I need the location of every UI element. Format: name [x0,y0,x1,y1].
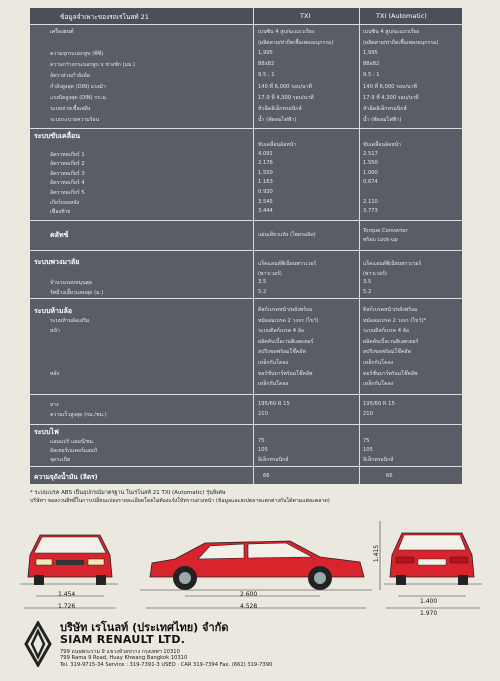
row-label: ระบบห้ามล้อเสริม [50,317,90,324]
row-value-auto: ผลิตดับเบิ้ลเวนติเลตเตอร์ [363,338,419,345]
row-value-auto: 140 ที่ 6,000 รอบ/นาที [363,84,417,90]
row-value-txi: ผลิตดับเบิ้ลเวนติเลตเตอร์ [258,338,314,345]
row-label: อัตราทดเกียร์ 5 [50,190,85,196]
row-value-auto: 105 [363,447,373,453]
row-label: หลัง [50,370,60,377]
row-value-txi: เหล็กกันโคลง [258,381,289,388]
row-value-txi: 3.545 [258,198,273,205]
row-value-auto: 2.517 [363,150,378,157]
row-label: อัตราทดเกียร์ 2 [50,161,85,168]
row-label: อัตราส่วนกำลังอัด [50,73,91,79]
row-value-auto: 1,995 [363,50,378,56]
row-label: ความจุกระบอกสูบ (ซีซี) [50,51,104,57]
front-width-dim: 1.726 [58,603,76,610]
row-value-txi: เหล็กกันโคลง [258,360,289,366]
row-label: ระบบจ่ายเชื้อเพลิง [50,106,91,112]
row-value-txi: 210 [258,411,268,417]
row-value-auto: สปริงขดพร้อมโช๊คอัพ [363,349,411,356]
row-label: เฟืองท้าย [50,209,71,216]
row-value-txi: 140 ที่ 6,000 รอบ/นาที [258,84,312,90]
row-label: ระบบระบายความร้อน [50,117,100,123]
row-value-txi: ดิสก์เบรคหน้า/หลังพร้อม [258,307,313,313]
row-value-txi: หัวฉีดอิเล็กทรอนิกส์ [258,106,302,112]
row-value-auto: 210 [363,411,373,417]
row-value-txi: 195/60 R 15 [258,401,290,407]
spec-table [30,8,462,484]
row-label: กำลังสูงสุด (DIN) แรงม้า [50,84,106,90]
col-divider-txi [253,8,360,484]
col-header-txi: TXI [300,12,311,20]
row-label: แรงบิดสูงสุด (DIN) กก.ม. [50,95,108,101]
row-value-txi: (พาวเวอร์) [258,270,282,277]
row-value-txi: น้ำ (พัดลมไฟฟ้า) [258,117,297,123]
row-label: จุดระเบิด [50,457,71,463]
fuel-label: ความจุถังน้ำมัน (ลิตร) [34,473,98,481]
row-value-txi: 4.091 [258,150,273,157]
transmission-title: ระบบขับเคลื่อน [34,132,80,140]
row-value-auto: 5.2 [363,288,372,295]
row-label: อัตราทดเกียร์ 4 [50,180,85,187]
row-label: เครื่องยนต์ [50,29,74,35]
row-value-auto: หม้อลมเบรค 2 วงจร (ไขว้)* [363,317,427,324]
row-value-txi: 3.5 [258,279,267,285]
clutch-txi: แผ่นเดียวแห้ง (ไฮดรอลิค) [258,232,316,238]
row-label: อัตราทดเกียร์ 1 [50,151,85,158]
wheelbase-dim: 2.600 [240,591,258,598]
company-name-english: SIAM RENAULT LTD. [60,633,186,646]
brakes-title: ระบบห้ามล้อ [34,307,73,315]
row-value-txi: 17.9 ที่ 4,300 รอบ/นาที [258,95,314,101]
row-value-txi: 9.5 : 1 [258,72,275,78]
row-value-auto: 3.5 [363,279,372,285]
row-value-txi: ขับเคลื่อนล้อหน้า [258,142,297,148]
electrical-title: ระบบไฟ [34,428,59,436]
clutch-auto: Torque Converter [363,228,408,234]
height-dim: 1.415 [373,544,381,563]
length-dim: 4.528 [240,603,258,610]
row-value-txi: 1,995 [258,50,273,56]
divider [30,394,462,395]
row-value-auto: 2.110 [363,198,378,205]
row-value-txi: 2.176 [258,160,273,167]
row-value-txi: (ผลิตสาย/ท่าถีตเชื้อเพลงอนุกรรม) [258,40,334,46]
row-label: อัตราทดเกียร์ 3 [50,170,85,177]
row-value-auto: 195/60 R 15 [363,401,395,407]
row-value-auto: เหล็กกันโคลง [363,360,394,366]
rear-view-car [384,533,482,585]
divider [30,466,462,467]
steering-title: ระบบพวงมาลัย [34,258,80,266]
company-name-thai: บริษัท เรโนลท์ (ประเทศไทย) จำกัด [60,621,229,634]
row-value-auto: น้ำ (พัดลมไฟฟ้า) [363,117,402,123]
row-value-txi: เบนซิน 4 สูบ/ฉะแถวเรียง [258,29,315,35]
row-label: อัลเทอร์เนเตอร์แอมป์ [50,448,97,454]
row-value-auto: 17.9 ที่ 4,300 รอบ/นาที [363,95,419,101]
row-value-txi: 0.930 [258,189,273,195]
abs-note: * ระบบเบรค ABS เป็นอุปกรณ์มาตรฐาน ในเรโนลท์ 21 TXI (Automatic) รุ่นพิเศษ [30,490,226,496]
col-header-auto: TXI (Automatic) [376,12,427,20]
address-english: 799 Rama 9 Road, Huay Khwang Bangkok 10310 [60,655,188,661]
table-title: ข้อมูลจำเพาะของรถเรโนลท์ 21 [60,13,149,21]
row-value-auto: 88x82 [363,61,380,67]
row-value-txi: 105 [258,447,268,453]
fuel-txi: 66 [263,473,270,479]
divider [30,424,462,425]
row-value-txi: 75 [258,438,265,444]
row-value-auto: ขับเคลื่อนล้อหน้า [363,142,402,148]
clutch-title: คลัทช์ [50,231,69,239]
row-value-txi: ทอร์ชั่นบาร์พร้อมโช๊คอัพ [258,370,313,377]
row-value-txi: 5.2 [258,288,267,295]
divider [30,250,462,251]
row-value-auto: หัวฉีดอิเล็กทรอนิกส์ [363,106,407,112]
clutch-auto-lockup: พร้อม Lock-up [363,237,398,243]
row-value-auto: 0.674 [363,179,378,186]
row-value-txi: 1.163 [258,179,273,186]
row-value-auto: อิเล็กทรอนิกส์ [363,457,394,463]
row-value-txi: สปริงขดพร้อมโช๊คอัพ [258,349,306,356]
row-value-txi: หม้อลมเบรค 2 วงจร (ไขว้) [258,317,319,324]
row-label: แอมแปร์ แอมป์/ชม. [50,439,95,445]
row-value-auto: (ผลิตสาย/ท่าถีตเชื้อเพลงอนุกรรม) [363,40,439,46]
row-label: เกียร์ถอยหลัง [50,199,80,206]
row-value-auto: 9.5 : 1 [363,72,380,78]
divider [30,220,462,221]
phone-fax: Tel. 319-9715-34 Service : 319-7391-3 USED · CAR 319-7394 Fax. (662) 319-7390 [60,662,273,668]
rear-width-dim: 1.970 [420,610,438,617]
row-value-auto: (พาวเวอร์) [363,270,387,277]
row-value-auto: ทอร์ชั่นบาร์พร้อมโช๊คอัพ [363,370,418,377]
row-value-txi: แร็คแอนด์พิเนียนพาวเวอร์ [258,261,317,267]
row-value-txi: ระบบดิสก์เบรค 4 ล้อ [258,328,305,335]
row-label: หน้า [50,328,60,335]
rear-track-dim: 1.400 [420,598,438,605]
address-thai: 799 ถนนพระราม 9 แขวงห้วยขวาง กรุงเทพฯ 10310 [60,649,180,655]
divider [30,298,462,299]
row-value-auto: 1.000 [363,169,378,176]
row-value-txi: 1.550 [258,169,273,176]
row-label: จำนวนรอบหมุนสุด [50,280,93,286]
row-label: ความกว้างกระบอกสูบ x ช่วงชัก (มม.) [50,62,136,68]
fuel-auto: 66 [386,473,393,479]
row-value-auto: 75 [363,438,370,444]
row-value-auto: 3.773 [363,208,378,215]
divider [30,128,462,129]
row-value-auto: เบนซิน 4 สูบ/ฉะแถวเรียง [363,29,420,35]
renault-logo [24,621,52,667]
col-divider-auto [359,8,463,484]
row-label: รัศมีวงเลี้ยวแคบสุด (ม.) [50,289,104,296]
row-value-auto: เหล็กกันโคลง [363,381,394,388]
row-value-txi: 3.444 [258,208,273,215]
row-value-auto: ดิสก์เบรคหน้า/หลังพร้อม [363,307,418,313]
disclaimer-note: บริษัทฯ ขอสงวนสิทธิ์ในการเปลี่ยนแปลงรายละเอียดโดยไม่ต้องแจ้งให้ทราบล่วงหน้า (ข้อมูลและสเปคอาจแตกต่างกันได้ตามแต่ละตลาด) [30,498,330,504]
row-label: ความเร็วสูงสุด (กม./ชม.) [50,412,107,418]
front-view-car [20,535,118,585]
front-track-dim: 1.454 [58,591,76,598]
row-value-txi: 88x82 [258,61,275,67]
row-value-auto: ระบบดิสก์เบรค 4 ล้อ [363,328,410,335]
row-value-txi: อิเล็กทรอนิกส์ [258,457,289,463]
row-value-auto: 1.550 [363,160,378,167]
side-view-car [140,521,380,590]
row-value-auto: แร็คแอนด์พิเนียนพาวเวอร์ [363,261,422,267]
row-label: ยาง [50,402,59,408]
